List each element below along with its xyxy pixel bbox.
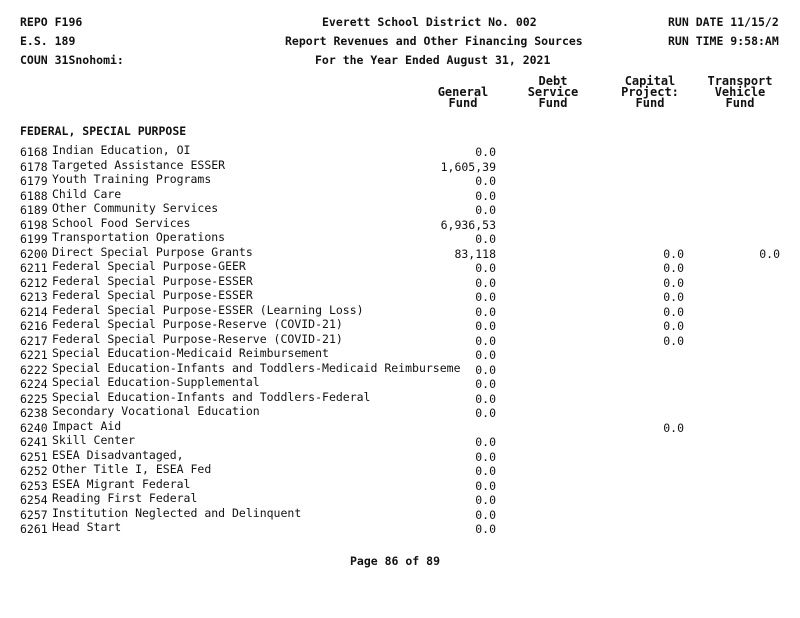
account-code: 6254 bbox=[20, 493, 48, 507]
capital-projects-value: 0.0 bbox=[663, 333, 684, 348]
capital-projects-value: 0.0 bbox=[663, 275, 684, 290]
general-fund-value: 0.0 bbox=[475, 333, 496, 348]
account-code: 6240 bbox=[20, 420, 48, 435]
account-description: Federal Special Purpose-GEER bbox=[52, 259, 246, 273]
account-code: 6213 bbox=[20, 290, 48, 304]
account-code: 6252 bbox=[20, 464, 48, 478]
account-code: 6168 bbox=[20, 145, 48, 159]
general-fund-value: 0.0 bbox=[475, 435, 496, 449]
account-code: 6214 bbox=[20, 304, 48, 319]
account-description: Impact Aid bbox=[52, 418, 122, 433]
column-header-line: Service bbox=[527, 85, 579, 99]
section-title: FEDERAL, SPECIAL PURPOSE bbox=[20, 124, 187, 138]
account-code: 6221 bbox=[20, 348, 48, 362]
account-code: 6178 bbox=[20, 159, 48, 174]
account-description: Other Community Services bbox=[52, 201, 219, 215]
transport-vehicle-value: 0.0 bbox=[759, 246, 780, 261]
general-fund-value: 0.0 bbox=[475, 391, 496, 406]
account-description: Special Education-Medicaid Reimbursement bbox=[52, 346, 329, 360]
column-header-line: Fund bbox=[448, 96, 478, 110]
general-fund-value: 0.0 bbox=[475, 275, 496, 290]
capital-projects-value: 0.0 bbox=[663, 261, 684, 275]
account-description: Institution Neglected and Delinquent bbox=[52, 505, 302, 520]
account-code: 6200 bbox=[20, 246, 48, 261]
account-code: 6224 bbox=[20, 377, 48, 391]
general-fund-value: 0.0 bbox=[475, 449, 496, 464]
capital-projects-value: 0.0 bbox=[663, 420, 684, 435]
general-fund-value: 0.0 bbox=[475, 261, 496, 275]
column-header-debt-service-fund bbox=[518, 76, 588, 109]
account-code: 6198 bbox=[20, 217, 48, 232]
general-fund-value: 0.0 bbox=[475, 406, 496, 420]
capital-projects-value: 0.0 bbox=[663, 246, 684, 261]
column-header-line: Fund bbox=[635, 96, 665, 110]
general-fund-value: 0.0 bbox=[475, 478, 496, 493]
account-description: Other Title I, ESEA Fed bbox=[52, 462, 212, 476]
account-description: Targeted Assistance ESSER bbox=[52, 157, 226, 172]
account-description: Federal Special Purpose-Reserve (COVID-21) bbox=[52, 317, 343, 331]
account-code: 6261 bbox=[20, 522, 48, 536]
account-description: Special Education-Infants and Toddlers-Medicaid Reimburseme bbox=[52, 360, 461, 375]
general-fund-value: 0.0 bbox=[475, 522, 496, 536]
account-description: Youth Training Programs bbox=[52, 172, 212, 186]
account-code: 6211 bbox=[20, 261, 48, 275]
capital-projects-value: 0.0 bbox=[663, 304, 684, 319]
general-fund-value: 0.0 bbox=[475, 145, 496, 159]
general-fund-value: 0.0 bbox=[475, 290, 496, 304]
account-description: Special Education-Supplemental bbox=[52, 375, 260, 389]
account-code: 6216 bbox=[20, 319, 48, 333]
account-description: Indian Education, OI bbox=[52, 143, 191, 157]
account-code: 6199 bbox=[20, 232, 48, 246]
account-code: 6188 bbox=[20, 188, 48, 203]
column-header-line: General bbox=[437, 85, 489, 99]
general-fund-value: 0.0 bbox=[475, 507, 496, 522]
account-description: ESEA Migrant Federal bbox=[52, 476, 191, 491]
capital-projects-value: 0.0 bbox=[663, 319, 684, 333]
column-header-transport-vehicle-fund bbox=[694, 76, 786, 109]
general-fund-value: 0.0 bbox=[475, 232, 496, 246]
general-fund-value: 0.0 bbox=[475, 319, 496, 333]
account-description: School Food Services bbox=[52, 215, 191, 230]
district-name: Everett School District No. 002 bbox=[322, 15, 537, 29]
general-fund-value: 83,118 bbox=[454, 246, 496, 261]
account-code: 6179 bbox=[20, 174, 48, 188]
account-description: Head Start bbox=[52, 520, 122, 534]
run-time: RUN TIME 9:58:AM bbox=[668, 34, 779, 48]
general-fund-value: 0.0 bbox=[475, 493, 496, 507]
report-period: For the Year Ended August 31, 2021 bbox=[315, 53, 551, 67]
general-fund-value: 0.0 bbox=[475, 464, 496, 478]
report-id: REPO F196 bbox=[20, 15, 83, 29]
column-header-line: Capital bbox=[624, 74, 676, 88]
capital-projects-value: 0.0 bbox=[663, 290, 684, 304]
run-date: RUN DATE 11/15/2 bbox=[668, 15, 779, 29]
es-number: E.S. 189 bbox=[20, 34, 76, 48]
account-description: Federal Special Purpose-ESSER bbox=[52, 273, 253, 288]
column-header-line: Transport bbox=[707, 74, 773, 88]
account-code: 6225 bbox=[20, 391, 48, 406]
general-fund-value: 0.0 bbox=[475, 377, 496, 391]
account-description: Skill Center bbox=[52, 433, 136, 447]
account-code: 6241 bbox=[20, 435, 48, 449]
column-header-line: Fund bbox=[538, 96, 568, 110]
general-fund-value: 6,936,53 bbox=[440, 217, 496, 232]
account-description: Federal Special Purpose-ESSER (Learning Loss) bbox=[52, 302, 364, 317]
account-description: Federal Special Purpose-Reserve (COVID-21) bbox=[52, 331, 343, 346]
column-header-general-fund bbox=[425, 76, 501, 109]
account-description: Transportation Operations bbox=[52, 230, 226, 244]
account-description: Direct Special Purpose Grants bbox=[52, 244, 253, 259]
column-header-line: Fund bbox=[725, 96, 755, 110]
account-code: 6189 bbox=[20, 203, 48, 217]
account-description: Child Care bbox=[52, 186, 122, 201]
column-header-line: Debt bbox=[538, 74, 568, 88]
account-code: 6212 bbox=[20, 275, 48, 290]
general-fund-value: 0.0 bbox=[475, 174, 496, 188]
account-description: ESEA Disadvantaged, bbox=[52, 447, 184, 462]
general-fund-value: 0.0 bbox=[475, 188, 496, 203]
account-code: 6251 bbox=[20, 449, 48, 464]
general-fund-value: 0.0 bbox=[475, 348, 496, 362]
account-code: 6257 bbox=[20, 507, 48, 522]
column-header-capital-projects-fund bbox=[612, 76, 688, 109]
column-header-line: Vehicle bbox=[714, 85, 766, 99]
account-code: 6238 bbox=[20, 406, 48, 420]
page-number: Page 86 of 89 bbox=[350, 554, 441, 568]
account-code: 6222 bbox=[20, 362, 48, 377]
account-code: 6253 bbox=[20, 478, 48, 493]
general-fund-value: 0.0 bbox=[475, 362, 496, 377]
county: COUN 31Snohomi: bbox=[20, 53, 124, 67]
general-fund-value: 0.0 bbox=[475, 203, 496, 217]
column-header-line: Project: bbox=[621, 85, 679, 99]
general-fund-value: 1,605,39 bbox=[440, 159, 496, 174]
account-code: 6217 bbox=[20, 333, 48, 348]
account-description: Federal Special Purpose-ESSER bbox=[52, 288, 253, 302]
general-fund-value: 0.0 bbox=[475, 304, 496, 319]
account-description: Reading First Federal bbox=[52, 491, 198, 505]
account-description: Special Education-Infants and Toddlers-Federal bbox=[52, 389, 371, 404]
report-title: Report Revenues and Other Financing Sources bbox=[285, 34, 583, 48]
account-description: Secondary Vocational Education bbox=[52, 404, 260, 418]
